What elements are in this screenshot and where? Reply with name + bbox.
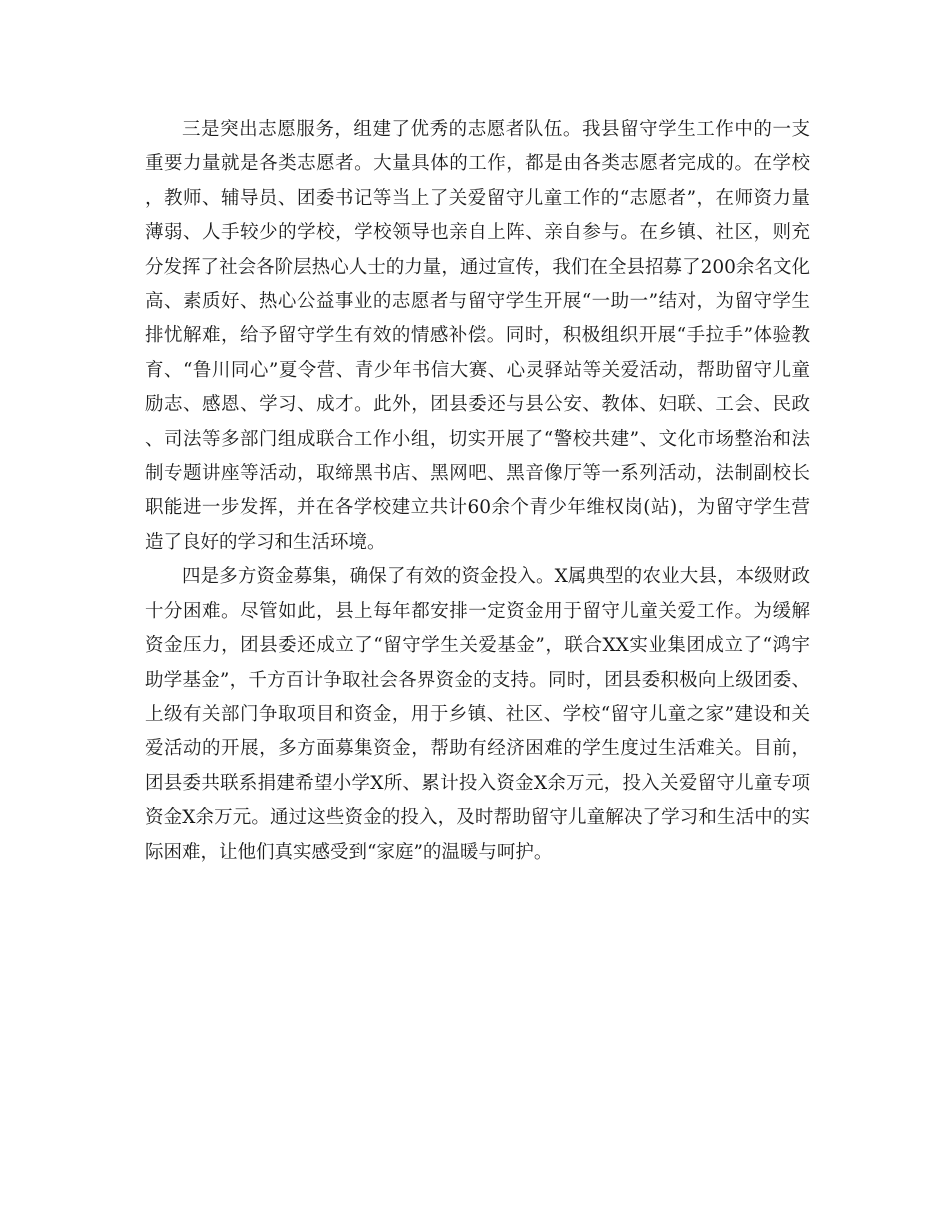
paragraph-volunteer-service: 三是突出志愿服务，组建了优秀的志愿者队伍。我县留守学生工作中的一支重要力量就是各类志愿者。大量具体的工作，都是由各类志愿者完成的。在学校，教师、辅导员、团委书记等当上了关爱留守儿童工作的“志愿者”，在师资力量薄弱、人手较少的学校，学校领导也亲自上阵、亲自参与。在乡镇、社区，则充分发挥了社会各阶层热心人士的力量，通过宣传，我们在全县招募了200余名文化高、素质好、热心公益事业的志愿者与留守学生开展“一助一”结对，为留守学生排忧解难，给予留守学生有效的情感补偿。同时，积极组织开展“手拉手”体验教育、“鲁川同心”夏令营、青少年书信大赛、心灵驿站等关爱活动，帮助留守儿童励志、感恩、学习、成才。此外，团县委还与县公安、教体、妇联、工会、民政、司法等多部门组成联合工作小组，切实开展了“警校共建”、文化市场整治和法制专题讲座等活动，取缔黑书店、黑网吧、黑音像厅等一系列活动，法制副校长职能进一步发挥，并在各学校建立共计60余个青少年维权岗(站)，为留守学生营造了良好的学习和生活环境。 (145, 119, 810, 553)
paragraph-fund-raising: 四是多方资金募集，确保了有效的资金投入。X属典型的农业大县，本级财政十分困难。尽管如此，县上每年都安排一定资金用于留守儿童关爱工作。为缓解资金压力，团县委还成立了“留守学生关爱基金”，联合XX实业集团成立了“鸿宇助学基金”，千方百计争取社会各界资金的支持。同时，团县委积极向上级团委、上级有关部门争取项目和资金，用于乡镇、社区、学校“留守儿童之家”建设和关爱活动的开展，多方面募集资金，帮助有经济困难的学生度过生活难关。目前，团县委共联系捐建希望小学X所、累计投入资金X余万元，投入关爱留守儿童专项资金X余万元。通过这些资金的投入，及时帮助留守儿童解决了学习和生活中的实际困难，让他们真实感受到“家庭”的温暖与呵护。 (145, 566, 810, 863)
document-body (145, 113, 810, 870)
